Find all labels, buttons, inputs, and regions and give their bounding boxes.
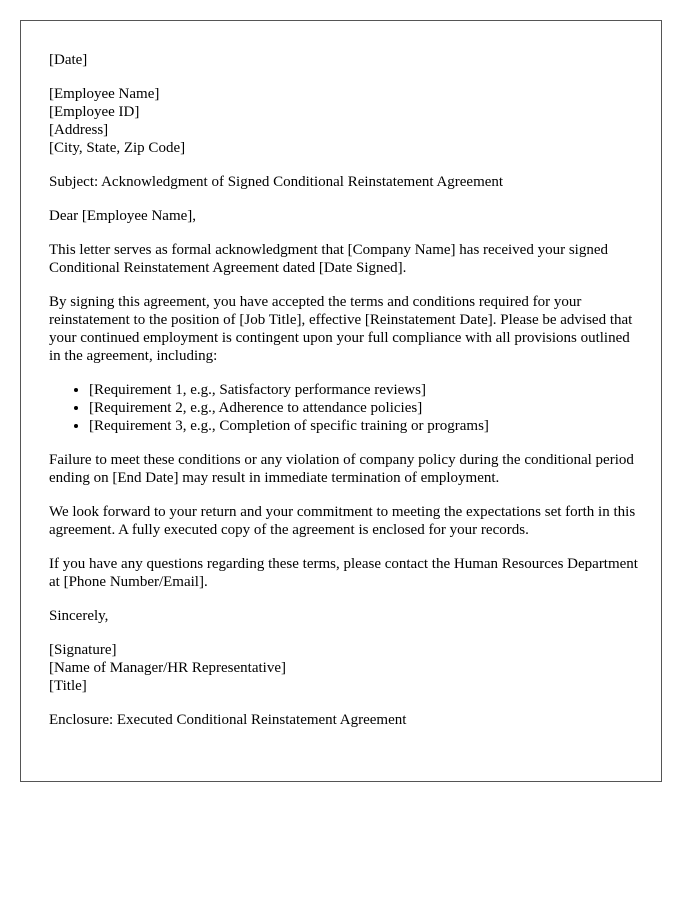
recipient-city-state-zip: [City, State, Zip Code] <box>49 140 186 156</box>
enclosure-note: Enclosure: Executed Conditional Reinstatement Agreement <box>49 712 407 728</box>
letter-page <box>20 20 662 782</box>
body-paragraph: Failure to meet these conditions or any violation of company policy during the conditional period ending on [End Date] may result in immediate termination of employment. <box>49 452 634 486</box>
signature-placeholder: [Signature] <box>49 642 117 658</box>
signer-title: [Title] <box>49 678 87 694</box>
requirement-item: • [Requirement 2, e.g., Adherence to attendance policies] <box>89 399 649 417</box>
requirement-item: • [Requirement 1, e.g., Satisfactory performance reviews] <box>89 381 649 399</box>
letter-salutation: Dear [Employee Name], <box>49 208 197 224</box>
body-paragraph: If you have any questions regarding these terms, please contact the Human Resources Department at [Phone Number/Email]. <box>49 556 638 590</box>
body-paragraph: By signing this agreement, you have accepted the terms and conditions required for your reinstatement to the position of [Job Title], effective [Reinstatement Date]. Please be advised that your continued employment is contingent upon your full compliance with all provisions outlined in the agreement, including: <box>49 294 633 364</box>
letter-subject: Subject: Acknowledgment of Signed Conditional Reinstatement Agreement <box>49 174 504 190</box>
signer-name: [Name of Manager/HR Representative] <box>49 660 286 676</box>
sign-off: Sincerely, <box>49 608 109 624</box>
recipient-name: [Employee Name] <box>49 86 160 102</box>
letter-date: [Date] <box>49 52 88 68</box>
body-paragraph: This letter serves as formal acknowledgment that [Company Name] has received your signed Conditional Reinstatement Agreement dated [Date Signed]. <box>49 242 608 276</box>
recipient-address: [Address] <box>49 122 109 138</box>
recipient-id: [Employee ID] <box>49 104 140 120</box>
body-paragraph: We look forward to your return and your commitment to meeting the expectations set forth in this agreement. A fully executed copy of the agreement is enclosed for your records. <box>49 504 636 538</box>
signature-block <box>49 641 633 695</box>
requirement-item: • [Requirement 3, e.g., Completion of specific training or programs] <box>89 417 649 435</box>
recipient-address-block <box>49 85 633 157</box>
requirements-list <box>49 381 649 435</box>
